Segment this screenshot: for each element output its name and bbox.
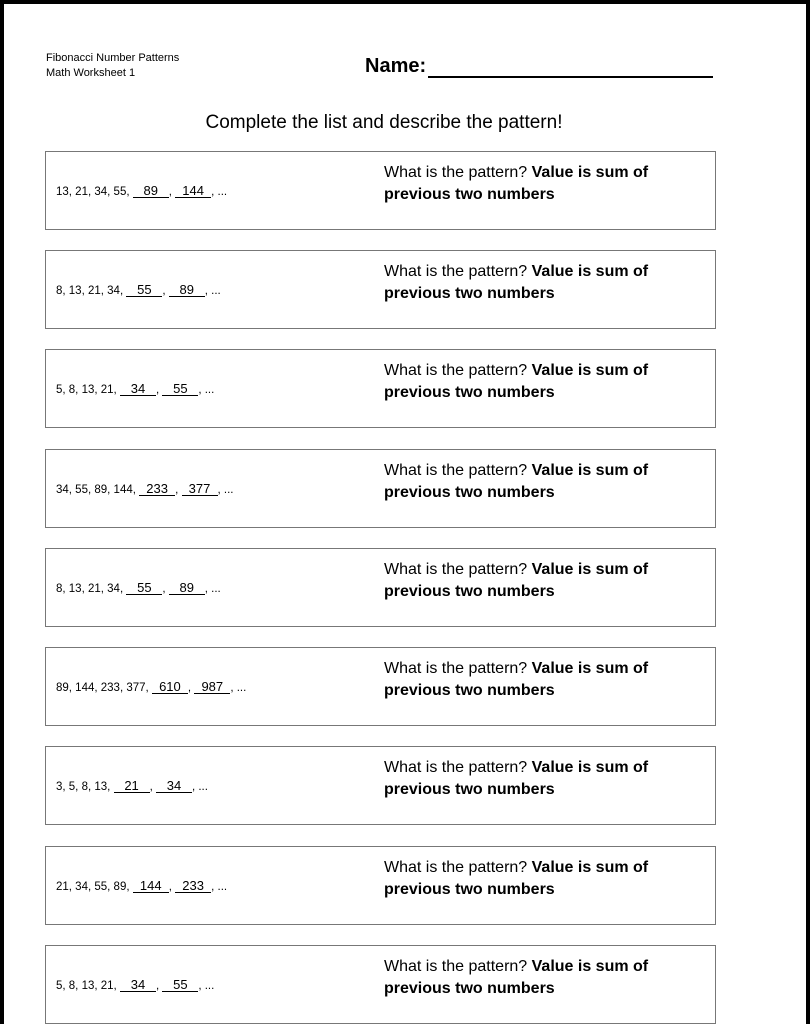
answer-blank-2[interactable]: 55 [162, 979, 198, 992]
pattern-description[interactable]: Value is sum of previous two numbers [384, 561, 649, 600]
pattern-answer [384, 956, 684, 1000]
pattern-question: What is the pattern? [384, 164, 528, 181]
sequence: 8, 13, 21, 34, 55 , 89 , ... [56, 282, 221, 297]
pattern-description[interactable]: Value is sum of previous two numbers [384, 263, 649, 302]
sequence-trail: , ... [211, 186, 228, 198]
pattern-description[interactable]: Value is sum of previous two numbers [384, 362, 649, 401]
sequence-trail: , ... [191, 781, 208, 793]
pattern-description[interactable]: Value is sum of previous two numbers [384, 759, 649, 798]
pattern-question: What is the pattern? [384, 263, 528, 280]
pattern-answer [384, 857, 684, 901]
sequence-trail: , ... [204, 285, 221, 297]
sequence: 89, 144, 233, 377, 610 , 987 , ... [56, 679, 247, 694]
pattern-description[interactable]: Value is sum of previous two numbers [384, 859, 649, 898]
problem-box [45, 151, 716, 230]
answer-blank-1[interactable]: 610 [152, 681, 188, 694]
answer-blank-1[interactable]: 55 [126, 582, 162, 595]
sequence-trail: , ... [198, 384, 215, 396]
answer-blank-2[interactable]: 987 [194, 681, 230, 694]
sequence-trail: , ... [211, 881, 228, 893]
answer-blank-2[interactable]: 377 [182, 483, 218, 496]
sequence: 3, 5, 8, 13, 21 , 34 , ... [56, 778, 208, 793]
problem-box [45, 449, 716, 528]
sequence-given: 13, 21, 34, 55, [56, 186, 130, 198]
answer-blank-2[interactable]: 144 [175, 185, 211, 198]
worksheet-header [46, 51, 179, 81]
pattern-question: What is the pattern? [384, 660, 528, 677]
name-field [365, 54, 713, 78]
worksheet-subtitle: Math Worksheet 1 [46, 67, 136, 79]
sequence-trail: , ... [198, 980, 215, 992]
answer-blank-1[interactable]: 34 [120, 383, 156, 396]
sequence: 21, 34, 55, 89, 144 , 233 , ... [56, 878, 228, 893]
problem-box [45, 349, 716, 428]
problem-box [45, 548, 716, 627]
answer-blank-2[interactable]: 233 [175, 880, 211, 893]
pattern-answer [384, 261, 684, 305]
sequence-given: 8, 13, 21, 34, [56, 285, 124, 297]
pattern-answer [384, 559, 684, 603]
sequence-given: 34, 55, 89, 144, [56, 484, 136, 496]
pattern-description[interactable]: Value is sum of previous two numbers [384, 958, 649, 997]
answer-blank-2[interactable]: 55 [162, 383, 198, 396]
pattern-answer [384, 162, 684, 206]
problem-box [45, 647, 716, 726]
sequence-given: 5, 8, 13, 21, [56, 980, 117, 992]
sequence-given: 8, 13, 21, 34, [56, 583, 124, 595]
answer-blank-2[interactable]: 34 [156, 780, 192, 793]
problem-box [45, 846, 716, 925]
sequence-given: 21, 34, 55, 89, [56, 881, 130, 893]
sequence-given: 3, 5, 8, 13, [56, 781, 111, 793]
problem-box [45, 746, 716, 825]
answer-blank-1[interactable]: 144 [133, 880, 169, 893]
pattern-answer [384, 658, 684, 702]
answer-blank-1[interactable]: 21 [114, 780, 150, 793]
instructions: Complete the list and describe the pattern! [205, 112, 563, 133]
sequence-trail: , ... [230, 682, 247, 694]
sequence-given: 5, 8, 13, 21, [56, 384, 117, 396]
sequence-trail: , ... [217, 484, 234, 496]
problem-box [45, 250, 716, 329]
sequence: 34, 55, 89, 144, 233 , 377 , ... [56, 481, 234, 496]
pattern-question: What is the pattern? [384, 859, 528, 876]
sequence-trail: , ... [204, 583, 221, 595]
sequence-given: 89, 144, 233, 377, [56, 682, 149, 694]
answer-blank-1[interactable]: 89 [133, 185, 169, 198]
sequence: 8, 13, 21, 34, 55 , 89 , ... [56, 580, 221, 595]
pattern-question: What is the pattern? [384, 958, 528, 975]
worksheet-title: Fibonacci Number Patterns [46, 52, 180, 64]
answer-blank-1[interactable]: 233 [139, 483, 175, 496]
pattern-answer [384, 460, 684, 504]
answer-blank-2[interactable]: 89 [169, 582, 205, 595]
pattern-question: What is the pattern? [384, 362, 528, 379]
name-label: Name: [365, 55, 427, 77]
pattern-description[interactable]: Value is sum of previous two numbers [384, 462, 649, 501]
pattern-question: What is the pattern? [384, 462, 528, 479]
answer-blank-1[interactable]: 55 [126, 284, 162, 297]
pattern-description[interactable]: Value is sum of previous two numbers [384, 164, 649, 203]
answer-blank-1[interactable]: 34 [120, 979, 156, 992]
pattern-question: What is the pattern? [384, 561, 528, 578]
answer-blank-2[interactable]: 89 [169, 284, 205, 297]
pattern-description[interactable]: Value is sum of previous two numbers [384, 660, 649, 699]
pattern-answer [384, 360, 684, 404]
problem-box [45, 945, 716, 1024]
sequence: 5, 8, 13, 21, 34 , 55 , ... [56, 977, 215, 992]
sequence: 5, 8, 13, 21, 34 , 55 , ... [56, 381, 215, 396]
sequence: 13, 21, 34, 55, 89 , 144 , ... [56, 183, 228, 198]
pattern-answer [384, 757, 684, 801]
name-blank-line[interactable] [428, 54, 713, 78]
pattern-question: What is the pattern? [384, 759, 528, 776]
